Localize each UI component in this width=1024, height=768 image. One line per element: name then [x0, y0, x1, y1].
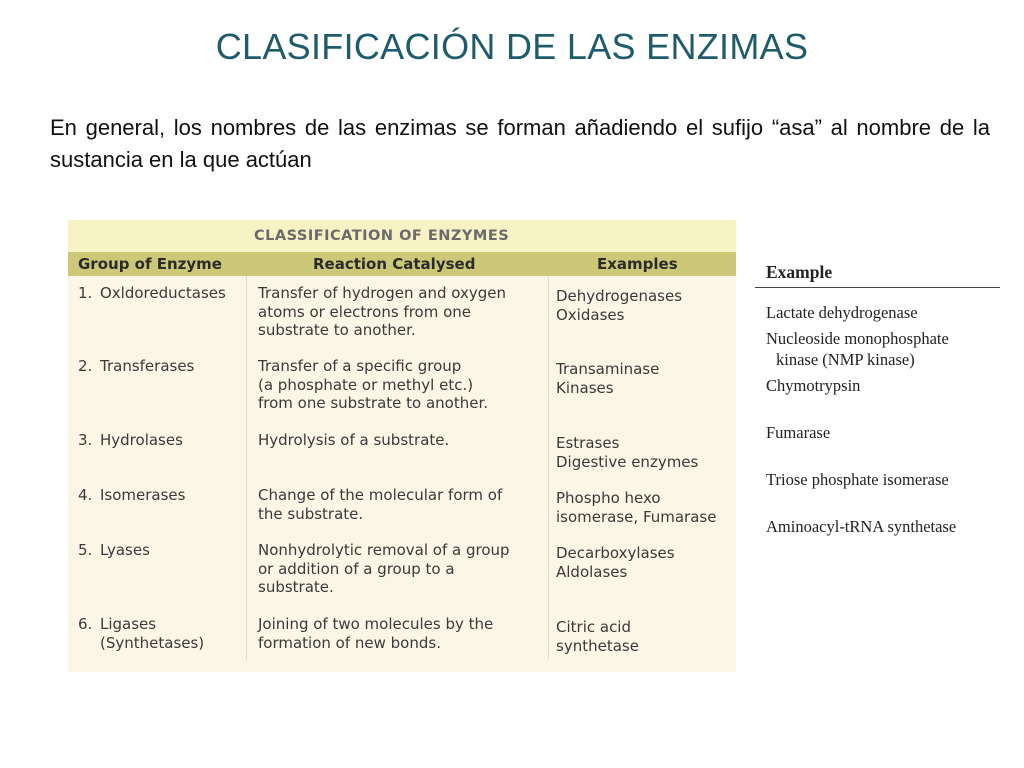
reaction-cell — [258, 431, 548, 450]
example-item — [766, 328, 1006, 370]
example-header: Example — [755, 262, 1000, 288]
example-item-line: Nucleoside monophosphate — [766, 329, 949, 348]
reaction-line: or addition of a group to a — [258, 559, 455, 578]
table-header-row — [68, 252, 736, 276]
example-item-line: Triose phosphate isomerase — [766, 470, 949, 489]
group-cell — [78, 615, 248, 652]
reaction-cell — [258, 357, 548, 413]
example-line: Phospho hexo — [556, 489, 661, 507]
example-item — [766, 422, 1006, 443]
examples-cell — [556, 434, 736, 471]
example-line: Kinases — [556, 378, 614, 397]
examples-cell — [556, 360, 736, 397]
intro-paragraph: En general, los nombres de las enzimas se forman añadiendo el sufijo “asa” al nombre de la sustancia en la que actúan — [50, 115, 990, 172]
reaction-line: Change of the molecular form of — [258, 486, 503, 504]
group-number: 6. — [78, 615, 93, 633]
group-number: 2. — [78, 357, 93, 375]
examples-cell — [556, 489, 736, 526]
group-name: (Synthetases) — [100, 633, 205, 652]
example-item — [766, 375, 1006, 396]
reaction-cell — [258, 284, 548, 340]
example-item-line: Aminoacyl-tRNA synthetase — [766, 517, 957, 536]
examples-cell — [556, 618, 736, 655]
group-number: 5. — [78, 541, 93, 559]
group-name: Lyases — [100, 541, 150, 559]
group-cell — [78, 486, 248, 505]
example-item — [766, 469, 1006, 490]
reaction-line: the substrate. — [258, 504, 364, 523]
header-reaction: Reaction Catalysed — [313, 255, 476, 273]
example-line: Digestive enzymes — [556, 452, 699, 471]
example-line: Dehydrogenases — [556, 287, 683, 305]
header-examples: Examples — [597, 255, 678, 273]
reaction-line: Joining of two molecules by the — [258, 615, 494, 633]
group-number: 4. — [78, 486, 93, 504]
example-item — [766, 302, 1006, 323]
column-divider — [246, 276, 247, 660]
examples-cell — [556, 544, 736, 581]
reaction-cell — [258, 541, 548, 597]
page-title: CLASIFICACIÓN DE LAS ENZIMAS — [215, 26, 809, 67]
reaction-line: atoms or electrons from one — [258, 302, 472, 321]
example-item-line: Chymotrypsin — [766, 376, 861, 395]
example-item-line: kinase (NMP kinase) — [776, 350, 915, 369]
reaction-line: Hydrolysis of a substrate. — [258, 431, 450, 449]
example-item-line: Fumarase — [766, 423, 831, 442]
enzyme-classification-table — [68, 220, 736, 672]
example-line: Transaminase — [556, 360, 660, 378]
example-line: Aldolases — [556, 562, 628, 581]
column-divider — [548, 276, 549, 660]
example-panel — [755, 262, 1000, 536]
group-number: 1. — [78, 284, 93, 302]
group-number: 3. — [78, 431, 93, 449]
group-name: Isomerases — [100, 486, 186, 504]
group-cell — [78, 357, 248, 376]
reaction-line: from one substrate to another. — [258, 394, 489, 412]
example-line: isomerase, Fumarase — [556, 507, 717, 526]
example-item — [766, 516, 1006, 537]
reaction-line: Nonhydrolytic removal of a group — [258, 541, 510, 559]
reaction-line: formation of new bonds. — [258, 633, 441, 652]
group-name: Oxldoreductases — [100, 284, 226, 302]
reaction-line: (a phosphate or methyl etc.) — [258, 375, 474, 394]
group-cell — [78, 541, 248, 560]
example-item-line: Lactate dehydrogenase — [766, 303, 918, 322]
reaction-line: Transfer of a specific group — [258, 357, 462, 375]
reaction-line: Transfer of hydrogen and oxygen — [258, 284, 506, 302]
example-line: synthetase — [556, 636, 639, 655]
header-group: Group of Enzyme — [78, 255, 222, 273]
examples-cell — [556, 287, 736, 324]
group-name: Ligases — [100, 615, 157, 633]
group-cell — [78, 284, 248, 303]
reaction-line: substrate. — [258, 578, 334, 596]
group-cell — [78, 431, 248, 450]
reaction-cell — [258, 486, 548, 523]
table-caption: CLASSIFICATION OF ENZYMES — [68, 220, 736, 252]
example-line: Oxidases — [556, 305, 625, 324]
example-line: Citric acid — [556, 618, 631, 636]
example-line: Estrases — [556, 434, 620, 452]
reaction-line: substrate to another. — [258, 321, 416, 339]
group-name: Transferases — [100, 357, 195, 375]
group-name: Hydrolases — [100, 431, 183, 449]
reaction-cell — [258, 615, 548, 652]
example-line: Decarboxylases — [556, 544, 675, 562]
